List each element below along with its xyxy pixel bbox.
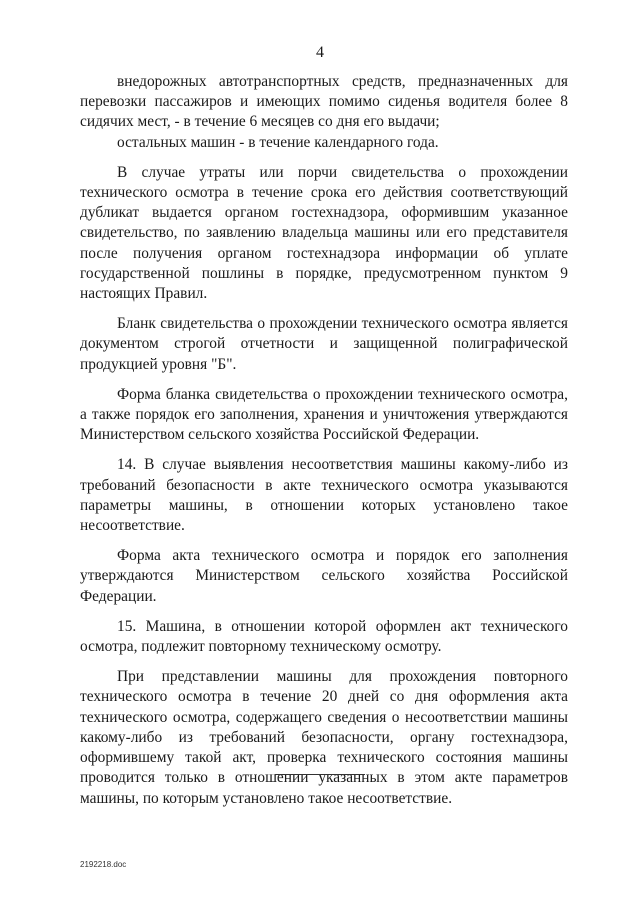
- paragraph-clause-14: 14. В случае выявления несоответствия машины какому-либо из требований безопасности в акте технического осмотра указываются параметры машины, в отношении которых установлено такое несоответствие.: [80, 456, 568, 535]
- paragraph: Форма акта технического осмотра и порядок его заполнения утверждаются Министерством сельского хозяйства Российской Федерации.: [80, 547, 568, 605]
- paragraph: При представлении машины для прохождения повторного технического осмотра в течение 20 дней со дня оформления акта технического осмотра, содержащего сведения о несоответствии машины какому-либо из требований безопасности, органу гостехнадзора, оформившему такой акт, проверка технического состояния машины проводится только в отношении указанных в этом акте параметров машины, по которым установлено такое несоответствие.: [80, 668, 568, 807]
- footer-filename: 2192218.doc: [80, 860, 127, 869]
- paragraph: остальных машин - в течение календарного года.: [117, 133, 439, 151]
- paragraph: Бланк свидетельства о прохождении технического осмотра является документом строгой отчетности и защищенной полиграфической продукцией уровня "Б".: [80, 315, 568, 373]
- paragraph-clause-15: 15. Машина, в отношении которой оформлен акт технического осмотра, подлежит повторному техническому осмотру.: [80, 617, 568, 656]
- paragraph: Форма бланка свидетельства о прохождении технического осмотра, а также порядок его заполнения, хранения и уничтожения утверждаются Министерством сельского хозяйства Российской Федерации.: [80, 385, 568, 444]
- document-body: [80, 72, 568, 809]
- end-divider: [275, 774, 365, 775]
- paragraph-continuation: внедорожных автотранспортных средств, предназначенных для перевозки пассажиров и имеющих помимо сиденья водителя более 8 сидячих мест, - в течение 6 месяцев со дня его выдачи;: [80, 73, 568, 131]
- page-number: 4: [316, 44, 324, 61]
- paragraph: В случае утраты или порчи свидетельства о прохождении технического осмотра в течение срока его действия соответствующий дубликат выдается органом гостехнадзора, оформившим указанное свидетельство, по заявлению владельца машины или его представителя после получения органом гостехнадзора информации об уплате государственной пошлины в порядке, предусмотренном пунктом 9 настоящих Правил.: [80, 163, 568, 303]
